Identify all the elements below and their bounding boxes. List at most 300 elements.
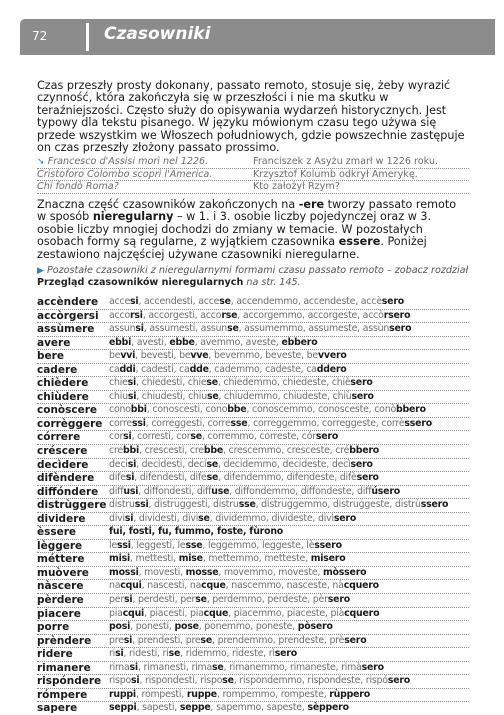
form-text: , avemmo, aveste, (194, 336, 282, 348)
irregular-ending: rùppero (329, 688, 370, 700)
irregular-ending: si (135, 323, 144, 335)
note-italic: Pozostałe czasowniki z nieregularnymi formami czasu passato remoto – zobacz rozdział (46, 265, 469, 276)
verb-infinitive: sapere (37, 702, 78, 715)
verb-row (37, 526, 469, 540)
irregular-ending: ssi (116, 539, 131, 551)
irregular-ending: se (195, 594, 207, 606)
irregular-ending: bbero (395, 404, 426, 416)
form-text: , chiudesti, chiu (136, 390, 207, 402)
verb-row (37, 459, 469, 473)
irregular-ending: se (206, 377, 218, 389)
verb-infinitive: chiùdere (37, 390, 89, 403)
form-text: , assumesti, assun (143, 323, 228, 335)
form-text: , mettesti, (129, 553, 179, 565)
verb-forms (109, 526, 469, 539)
verb-forms (109, 621, 469, 634)
verb-table (37, 296, 469, 715)
verb-forms (109, 513, 469, 526)
form-text: pia (109, 607, 123, 619)
rule-paragraph (37, 199, 467, 261)
irregular-ending: sero (333, 512, 357, 524)
irregular-ending: sèppero (307, 702, 349, 714)
verb-forms (109, 296, 469, 309)
verb-infinitive: avere (37, 336, 71, 349)
verb-row (37, 391, 469, 405)
verb-row (37, 662, 469, 676)
irregular-ending: bbero (349, 445, 380, 457)
verb-forms (109, 499, 469, 512)
irregular-ending: ddi (119, 363, 136, 375)
reference-note (37, 265, 477, 289)
irregular-ending: ddero (316, 363, 347, 375)
irregular-ending: mòssero (322, 566, 367, 578)
irregular-ending: posi (109, 621, 131, 633)
verb-row (37, 702, 469, 715)
form-text: na (109, 580, 121, 592)
form-text: , cadesti, ca (135, 363, 190, 375)
form-text: , accendemmo, accendeste, accè (230, 296, 382, 307)
form-text: deci (109, 458, 128, 470)
form-text: , rompemmo, rompeste, (216, 688, 330, 700)
verb-row (37, 621, 469, 635)
irregular-ending: ssi (132, 417, 146, 429)
irregular-ending: vvi (120, 350, 136, 362)
irregular-ending: si (123, 594, 133, 606)
irregular-ending: dde (189, 363, 209, 375)
example-row (37, 169, 469, 182)
irregular-ending: cque (201, 580, 226, 592)
form-text: , dividesti, divi (133, 512, 199, 524)
form-text: , perdemmo, perdeste, pèr (206, 594, 328, 606)
irregular-ending: bbe (203, 445, 224, 457)
irregular-ending: sero (344, 634, 367, 646)
form-text: , crescesti, cre (139, 445, 204, 457)
irregular-ending: rsero (383, 309, 411, 321)
irregular-ending: sero (350, 377, 373, 389)
irregular-ending: cquero (344, 607, 380, 619)
form-text: , chiedemmo, chiedeste, chiè (217, 377, 351, 389)
irregular-ending: cque (203, 607, 229, 619)
irregular-ending: seppe (179, 702, 211, 714)
verb-row (37, 350, 469, 364)
verb-forms (109, 580, 469, 593)
form-text: , correggesti, corre (145, 417, 231, 429)
verb-infinitive: rimanere (37, 661, 91, 674)
form-text: , diffondesti, diff (138, 485, 212, 497)
irregular-ending: si (127, 390, 137, 402)
irregular-ending: sero (389, 323, 412, 335)
form-text: , dividemmo, divideste, divì (209, 512, 334, 524)
irregular-ending: rsi (130, 309, 143, 321)
irregular-ending: si (124, 512, 134, 524)
example-polish: Franciszek z Asyżu zmarł w 1226 roku. (253, 156, 439, 167)
verb-forms (109, 323, 469, 336)
irregular-ending: bbi (122, 445, 140, 457)
verb-infinitive: méttere (37, 553, 85, 566)
verb-row (37, 567, 469, 581)
text-run: . Poniżej zestawiono najczęściej używane czasowniki nieregularne. (37, 235, 427, 261)
verb-forms (109, 459, 469, 472)
verb-row (37, 553, 469, 567)
emphasis: essere (338, 235, 381, 249)
verb-forms (109, 553, 469, 566)
irregular-ending: bbi (130, 404, 147, 416)
irregular-ending: sero (361, 661, 384, 673)
form-text: chie (109, 377, 128, 389)
header-divider (86, 23, 89, 51)
arrow-icon: ➘ (37, 157, 48, 167)
verb-forms (109, 377, 469, 390)
irregular-ending: vvero (318, 350, 347, 362)
example-italian-text: Cristoforo Colombo scoprì l'America. (37, 168, 213, 180)
form-text: rima (109, 661, 130, 673)
form-text: , leggesti, le (130, 539, 186, 551)
verb-infinitive: porre (37, 621, 70, 634)
irregular-ending: use (211, 485, 230, 497)
irregular-ending: cqui (120, 580, 142, 592)
form-text: acco (109, 309, 130, 321)
example-italian-text: Chi fondò Roma? (37, 181, 119, 193)
form-text: , rispondesti, rispo (139, 675, 223, 687)
verb-row (37, 648, 469, 662)
form-text: , piacesti, pia (144, 607, 204, 619)
verb-row (37, 513, 469, 527)
verb-forms (109, 486, 469, 499)
irregular-ending: ruppi (109, 688, 136, 700)
verb-row (37, 580, 469, 594)
irregular-ending: sero (274, 648, 297, 660)
example-row (37, 156, 469, 169)
form-text: , movemmo, moveste, (218, 566, 323, 578)
example-polish: Krzysztof Kolumb odkrył Amerykę. (253, 168, 418, 180)
irregular-ending: ebbero (281, 336, 318, 348)
irregular-ending: si (131, 675, 140, 687)
form-text: per (109, 594, 124, 606)
verb-forms (109, 567, 469, 580)
irregular-ending: sero (356, 472, 379, 484)
verb-forms (109, 364, 469, 377)
form-text: , conoscemmo, conosceste, conò (246, 404, 396, 416)
irregular-ending: sero (315, 431, 339, 443)
page-header (20, 19, 495, 55)
form-text: , accendesti, acce (138, 296, 220, 307)
verb-row (37, 486, 469, 500)
text-run: Znaczna część czasowników zakończonych na (37, 198, 299, 211)
verb-forms (109, 662, 469, 675)
form-text: le (109, 539, 117, 551)
verb-row (37, 689, 469, 703)
irregular-ending: misi (109, 553, 130, 565)
form-text: , leggemmo, leggeste, lè (202, 539, 315, 551)
emphasis: nieregularny (92, 210, 174, 224)
verb-infinitive: nàscere (37, 580, 84, 593)
verb-forms (109, 418, 469, 431)
verb-infinitive: ridere (37, 648, 73, 661)
irregular-ending: úsero (371, 485, 401, 497)
verb-forms (109, 391, 469, 404)
form-text: , sapemmo, sapeste, (210, 702, 308, 714)
irregular-ending: seppi (109, 702, 137, 714)
verb-infinitive: distrùggere (37, 499, 107, 512)
form-text: , avesti, (131, 336, 170, 348)
verb-row (37, 608, 469, 622)
verb-forms (109, 350, 469, 363)
form-text: , accorgemmo, accorgeste, accò (237, 309, 384, 321)
irregular-ending: sero (327, 594, 350, 606)
text-run: tworzy passato remoto w sposób (37, 198, 457, 224)
form-text: , sapesti, (136, 702, 180, 714)
irregular-ending: si (130, 296, 139, 307)
form-text: acce (109, 296, 131, 307)
form-text: ri (109, 648, 116, 660)
irregular-ending: fui, fosti, fu, fummo, foste, fùrono (109, 526, 284, 538)
form-text: , piacemmo, piaceste, pià (228, 607, 345, 619)
irregular-ending: ssero (420, 499, 449, 511)
example-italian-text: Francesco d'Assisi morì nel 1226. (47, 156, 209, 167)
irregular-ending: se (206, 458, 219, 470)
irregular-ending: si (125, 472, 135, 484)
verb-forms (109, 404, 469, 417)
irregular-ending: si (129, 661, 138, 673)
note-link: Przegląd czasowników nieregularnych (37, 277, 244, 288)
irregular-ending: sero (381, 296, 404, 307)
verb-row (37, 310, 469, 324)
irregular-ending: se (206, 472, 219, 484)
form-text: chiu (109, 390, 128, 402)
form-text: cono (109, 404, 131, 416)
verb-row (37, 431, 469, 445)
verb-infinitive: assùmere (37, 323, 95, 336)
verb-forms (109, 608, 469, 621)
form-text: divi (109, 512, 125, 524)
form-text: , assumemmo, assumeste, assùn (238, 323, 390, 335)
note-tail: na str. 145. (246, 277, 301, 288)
irregular-ending: mosse (185, 566, 219, 578)
irregular-ending: vve (190, 350, 209, 362)
verb-infinitive: accòrgersi (37, 309, 99, 322)
verb-infinitive: difèndere (37, 472, 95, 485)
verb-row (37, 472, 469, 486)
page-title: Czasowniki (104, 24, 211, 44)
example-italian (37, 156, 249, 168)
form-text: be (109, 350, 121, 362)
form-text: diff (109, 485, 124, 497)
form-text: rispo (109, 675, 132, 687)
form-text: , ponemmo, poneste, (198, 621, 298, 633)
form-text: , chiedesti, chie (136, 377, 207, 389)
irregular-ending: ebbi (109, 336, 132, 348)
form-text: assun (109, 323, 136, 335)
verb-row (37, 296, 469, 310)
verb-infinitive: chièdere (37, 377, 89, 390)
irregular-ending: se (212, 661, 224, 673)
irregular-ending: ssero (314, 539, 342, 551)
irregular-ending: si (127, 377, 137, 389)
verb-row (37, 377, 469, 391)
irregular-ending: se (190, 431, 202, 443)
form-text: , bevemmo, beveste, be (208, 350, 319, 362)
irregular-ending: cqui (122, 607, 145, 619)
irregular-ending: usi (123, 485, 139, 497)
irregular-ending: mise (178, 553, 203, 565)
verb-infinitive: èssere (37, 526, 77, 539)
form-text: , crescemmo, cresceste, cré (223, 445, 350, 457)
example-row (37, 181, 469, 194)
form-text: , conoscesti, cono (146, 404, 228, 416)
irregular-ending: se (219, 296, 231, 307)
form-text: , decidesti, deci (136, 458, 207, 470)
intro-paragraph: Czas przeszły prosty dokonany, passato remoto, stosuje się, żeby wyrazić czynność, która zakończyła się w przeszłości i nie ma skutku w teraźniejszości. Często służy do opisywania wydarzeń historycznych. Jest typowy dla tekstu pisanego. W języku mówionym czasu tego używa się przede wszystkim we Włoszech południowych, gdzie powszechnie zastępuje on czas przeszły złożony passato prossimo. (37, 79, 465, 155)
form-text: , corresti, cor (131, 431, 191, 443)
verb-row (37, 540, 469, 554)
form-text: , accorgesti, acco (142, 309, 222, 321)
verb-forms (109, 689, 469, 702)
verb-row (37, 418, 469, 432)
form-text: , distruggemmo, distruggeste, distrù (255, 499, 421, 511)
verb-infinitive: créscere (37, 445, 88, 458)
irregular-ending: ebbe (169, 336, 195, 348)
verb-row (37, 635, 469, 649)
irregular-ending: pose (174, 621, 199, 633)
irregular-ending: pòsero (297, 621, 333, 633)
verb-infinitive: muòvere (37, 566, 89, 579)
example-polish: Kto założył Rzym? (253, 181, 340, 193)
verb-forms (109, 675, 469, 688)
examples-list (37, 156, 469, 194)
verb-row (37, 323, 469, 337)
verb-infinitive: rómpere (37, 688, 88, 701)
form-text: , difendemmo, difendeste, difè (218, 472, 357, 484)
verb-infinitive: córrere (37, 431, 81, 444)
form-text: cre (109, 445, 123, 457)
form-text: , ridesti, ri (123, 648, 169, 660)
verb-row (37, 364, 469, 378)
form-text: , distruggesti, distru (148, 499, 239, 511)
text-run: – w 1. i 3. osobie liczby pojedynczej oraz w 3. osobie liczby mnogiej dochodzi do zmiany w temacie. W pozostałych osobach formy są regularne, z wyjątkiem czasownika (37, 210, 432, 249)
verb-row (37, 404, 469, 418)
triangle-right-icon: ▶ (37, 266, 44, 276)
irregular-ending: sero (351, 390, 374, 402)
form-text: , difendesti, dife (134, 472, 207, 484)
form-text: , rompesti, (135, 688, 187, 700)
verb-infinitive: dividere (37, 512, 86, 525)
verb-forms (109, 594, 469, 607)
verb-infinitive: decìdere (37, 458, 89, 471)
irregular-ending: bbe (227, 404, 247, 416)
form-text: , bevesti, be (135, 350, 191, 362)
form-text: distru (109, 499, 135, 511)
irregular-ending: ruppe (186, 688, 217, 700)
irregular-ending: ssero (404, 417, 432, 429)
irregular-ending: si (127, 458, 137, 470)
form-text: , correggemmo, correggeste, corrè (247, 417, 405, 429)
form-text: pre (109, 634, 124, 646)
form-text: , ponesti, (130, 621, 175, 633)
form-text: , ridemmo, rideste, rì (180, 648, 275, 660)
irregular-ending: sse (230, 417, 248, 429)
example-italian (37, 169, 249, 181)
verb-forms (109, 472, 469, 485)
irregular-ending: se (206, 390, 219, 402)
form-text: , movesti, (138, 566, 186, 578)
verb-infinitive: corrèggere (37, 417, 103, 430)
form-text: , perdesti, per (132, 594, 196, 606)
form-text: , rimanemmo, rimaneste, rimà (223, 661, 362, 673)
irregular-ending: se (222, 675, 234, 687)
verb-infinitive: pèrdere (37, 594, 84, 607)
verb-infinitive: conòscere (37, 404, 98, 417)
verb-infinitive: cadere (37, 363, 78, 376)
irregular-ending: se (168, 648, 181, 660)
emphasis: -ere (298, 198, 325, 211)
form-text: corre (109, 417, 132, 429)
form-text: , rispondemmo, rispondeste, rispó (233, 675, 388, 687)
form-text: cor (109, 431, 124, 443)
verb-infinitive: prèndere (37, 634, 92, 647)
form-text: , mettemmo, metteste, (202, 553, 311, 565)
irregular-ending: misero (310, 553, 346, 565)
verb-forms (109, 337, 469, 350)
verb-forms (109, 648, 469, 661)
verb-forms (109, 540, 469, 553)
verb-infinitive: piacere (37, 607, 81, 620)
irregular-ending: sero (350, 458, 373, 470)
form-text: , prendesti, pre (132, 634, 201, 646)
irregular-ending: se (227, 323, 239, 335)
verb-infinitive: bere (37, 350, 64, 363)
page-number: 72 (32, 29, 48, 43)
verb-forms (109, 635, 469, 648)
form-text: , rimanesti, rima (137, 661, 213, 673)
form-text: , nascesti, na (141, 580, 202, 592)
verb-row (37, 499, 469, 513)
irregular-ending: mossi (109, 566, 139, 578)
irregular-ending: sse (238, 499, 256, 511)
form-text: , decidemmo, decideste, decì (218, 458, 351, 470)
example-italian (37, 181, 249, 193)
irregular-ending: si (123, 634, 133, 646)
irregular-ending: si (123, 431, 132, 443)
verb-infinitive: accèndere (37, 296, 99, 308)
verb-row (37, 675, 469, 689)
verb-row (37, 337, 469, 351)
irregular-ending: sse (185, 539, 203, 551)
irregular-ending: se (200, 634, 213, 646)
form-text: , nascemmo, nasceste, nà (225, 580, 344, 592)
verb-forms (109, 431, 469, 444)
form-text: , cademmo, cadeste, ca (208, 363, 317, 375)
form-text: , chiudemmo, chiudeste, chiù (218, 390, 352, 402)
form-text: ca (109, 363, 120, 375)
irregular-ending: cquero (343, 580, 379, 592)
form-text: dife (109, 472, 126, 484)
irregular-ending: ssi (134, 499, 149, 511)
irregular-ending: rse (221, 309, 238, 321)
verb-row (37, 445, 469, 459)
form-text: , prendemmo, prendeste, prè (212, 634, 345, 646)
verb-infinitive: lèggere (37, 539, 83, 552)
verb-infinitive: diffóndere (37, 485, 99, 498)
irregular-ending: sero (387, 675, 411, 687)
verb-forms (109, 445, 469, 458)
irregular-ending: se (198, 512, 210, 524)
irregular-ending: si (115, 648, 124, 660)
verb-row (37, 594, 469, 608)
form-text: , diffondemmo, diffondeste, diff (229, 485, 372, 497)
form-text: , corremmo, correste, cór (201, 431, 316, 443)
verb-forms (109, 310, 469, 323)
verb-infinitive: rispóndere (37, 675, 102, 688)
